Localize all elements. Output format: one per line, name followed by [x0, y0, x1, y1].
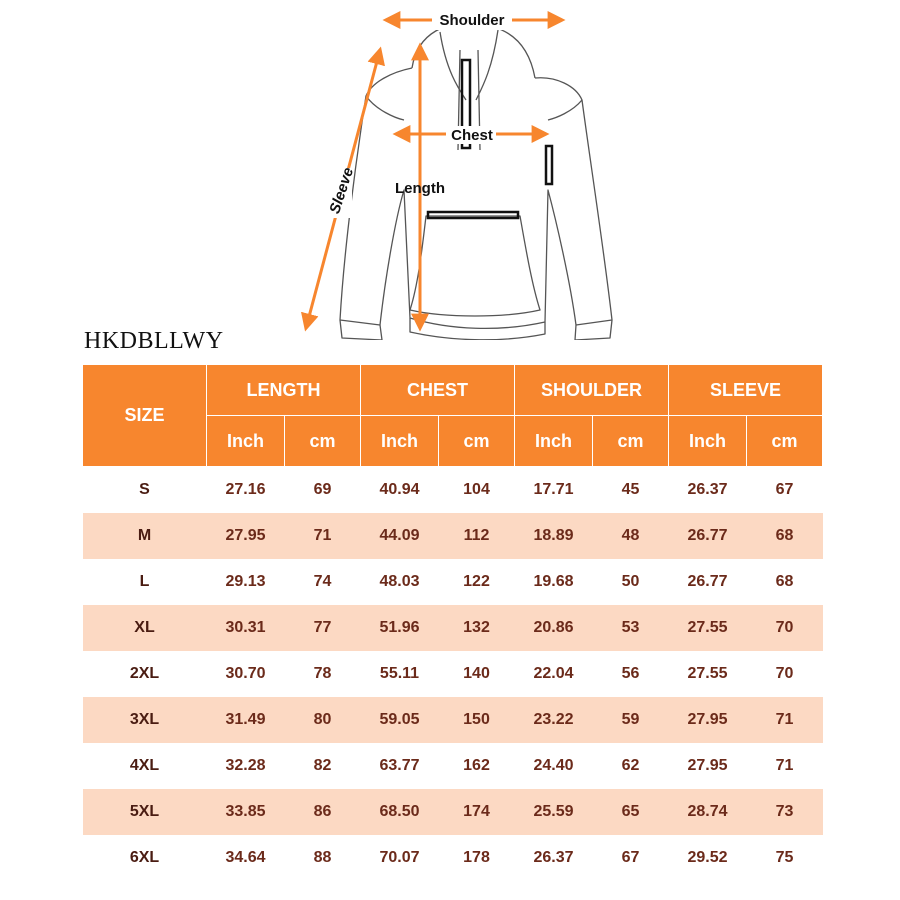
value-cell: 65: [593, 789, 669, 835]
unit-header-cm: cm: [593, 416, 669, 467]
value-cell: 80: [285, 697, 361, 743]
size-cell: 3XL: [83, 697, 207, 743]
table-row: [83, 513, 823, 559]
value-cell: 174: [439, 789, 515, 835]
value-cell: 27.95: [669, 697, 747, 743]
value-cell: 67: [593, 835, 669, 881]
value-cell: 25.59: [515, 789, 593, 835]
table-row: [83, 559, 823, 605]
value-cell: 68: [747, 559, 823, 605]
value-cell: 26.77: [669, 559, 747, 605]
shoulder-label: Shoulder: [439, 12, 505, 29]
value-cell: 26.37: [515, 835, 593, 881]
value-cell: 55.11: [361, 651, 439, 697]
value-cell: 23.22: [515, 697, 593, 743]
size-cell: L: [83, 559, 207, 605]
value-cell: 71: [747, 743, 823, 789]
sleeve-label: Sleeve: [326, 165, 358, 216]
value-cell: 27.16: [207, 467, 285, 514]
value-cell: 59: [593, 697, 669, 743]
unit-header-inch: Inch: [361, 416, 439, 467]
pocket-zipper: [428, 212, 518, 218]
value-cell: 53: [593, 605, 669, 651]
value-cell: 51.96: [361, 605, 439, 651]
value-cell: 56: [593, 651, 669, 697]
brand-name: HKDBLLWY: [84, 328, 224, 354]
unit-header-inch: Inch: [669, 416, 747, 467]
size-cell: S: [83, 467, 207, 514]
unit-header-cm: cm: [285, 416, 361, 467]
value-cell: 74: [285, 559, 361, 605]
value-cell: 27.95: [207, 513, 285, 559]
value-cell: 27.55: [669, 651, 747, 697]
value-cell: 122: [439, 559, 515, 605]
value-cell: 22.04: [515, 651, 593, 697]
value-cell: 150: [439, 697, 515, 743]
value-cell: 30.70: [207, 651, 285, 697]
value-cell: 82: [285, 743, 361, 789]
value-cell: 20.86: [515, 605, 593, 651]
value-cell: 112: [439, 513, 515, 559]
value-cell: 70.07: [361, 835, 439, 881]
value-cell: 59.05: [361, 697, 439, 743]
length-label: Length: [395, 180, 445, 197]
value-cell: 48.03: [361, 559, 439, 605]
value-cell: 17.71: [515, 467, 593, 514]
table-row: [83, 743, 823, 789]
size-chart-table: [82, 364, 823, 881]
value-cell: 78: [285, 651, 361, 697]
size-cell: M: [83, 513, 207, 559]
value-cell: 69: [285, 467, 361, 514]
value-cell: 70: [747, 605, 823, 651]
value-cell: 29.13: [207, 559, 285, 605]
table-row: [83, 605, 823, 651]
value-cell: 29.52: [669, 835, 747, 881]
value-cell: 44.09: [361, 513, 439, 559]
hoodie-outline: [340, 24, 612, 340]
value-cell: 32.28: [207, 743, 285, 789]
value-cell: 19.68: [515, 559, 593, 605]
value-cell: 70: [747, 651, 823, 697]
value-cell: 132: [439, 605, 515, 651]
size-cell: 6XL: [83, 835, 207, 881]
group-header-length: LENGTH: [207, 365, 361, 416]
size-cell: 2XL: [83, 651, 207, 697]
group-header-sleeve: SLEEVE: [669, 365, 823, 416]
unit-header-inch: Inch: [515, 416, 593, 467]
size-header: SIZE: [83, 365, 207, 467]
value-cell: 71: [285, 513, 361, 559]
group-header-chest: CHEST: [361, 365, 515, 416]
value-cell: 45: [593, 467, 669, 514]
value-cell: 34.64: [207, 835, 285, 881]
table-row: [83, 467, 823, 514]
table-row: [83, 697, 823, 743]
table-row: [83, 835, 823, 881]
value-cell: 73: [747, 789, 823, 835]
value-cell: 67: [747, 467, 823, 514]
value-cell: 33.85: [207, 789, 285, 835]
value-cell: 71: [747, 697, 823, 743]
chest-label: Chest: [451, 127, 493, 144]
value-cell: 24.40: [515, 743, 593, 789]
value-cell: 40.94: [361, 467, 439, 514]
value-cell: 104: [439, 467, 515, 514]
table-row: [83, 651, 823, 697]
unit-header-cm: cm: [747, 416, 823, 467]
value-cell: 178: [439, 835, 515, 881]
value-cell: 30.31: [207, 605, 285, 651]
value-cell: 27.95: [669, 743, 747, 789]
unit-header-inch: Inch: [207, 416, 285, 467]
value-cell: 48: [593, 513, 669, 559]
value-cell: 63.77: [361, 743, 439, 789]
hoodie-measurement-diagram: [0, 0, 900, 340]
value-cell: 50: [593, 559, 669, 605]
size-cell: 4XL: [83, 743, 207, 789]
size-cell: XL: [83, 605, 207, 651]
value-cell: 88: [285, 835, 361, 881]
table-row: [83, 789, 823, 835]
value-cell: 77: [285, 605, 361, 651]
sleeve-zipper: [546, 146, 552, 184]
size-cell: 5XL: [83, 789, 207, 835]
value-cell: 140: [439, 651, 515, 697]
value-cell: 26.77: [669, 513, 747, 559]
value-cell: 62: [593, 743, 669, 789]
value-cell: 86: [285, 789, 361, 835]
value-cell: 28.74: [669, 789, 747, 835]
group-header-shoulder: SHOULDER: [515, 365, 669, 416]
value-cell: 68: [747, 513, 823, 559]
header-group-row: [83, 365, 823, 416]
value-cell: 27.55: [669, 605, 747, 651]
value-cell: 31.49: [207, 697, 285, 743]
unit-header-cm: cm: [439, 416, 515, 467]
value-cell: 18.89: [515, 513, 593, 559]
value-cell: 75: [747, 835, 823, 881]
value-cell: 26.37: [669, 467, 747, 514]
value-cell: 68.50: [361, 789, 439, 835]
value-cell: 162: [439, 743, 515, 789]
